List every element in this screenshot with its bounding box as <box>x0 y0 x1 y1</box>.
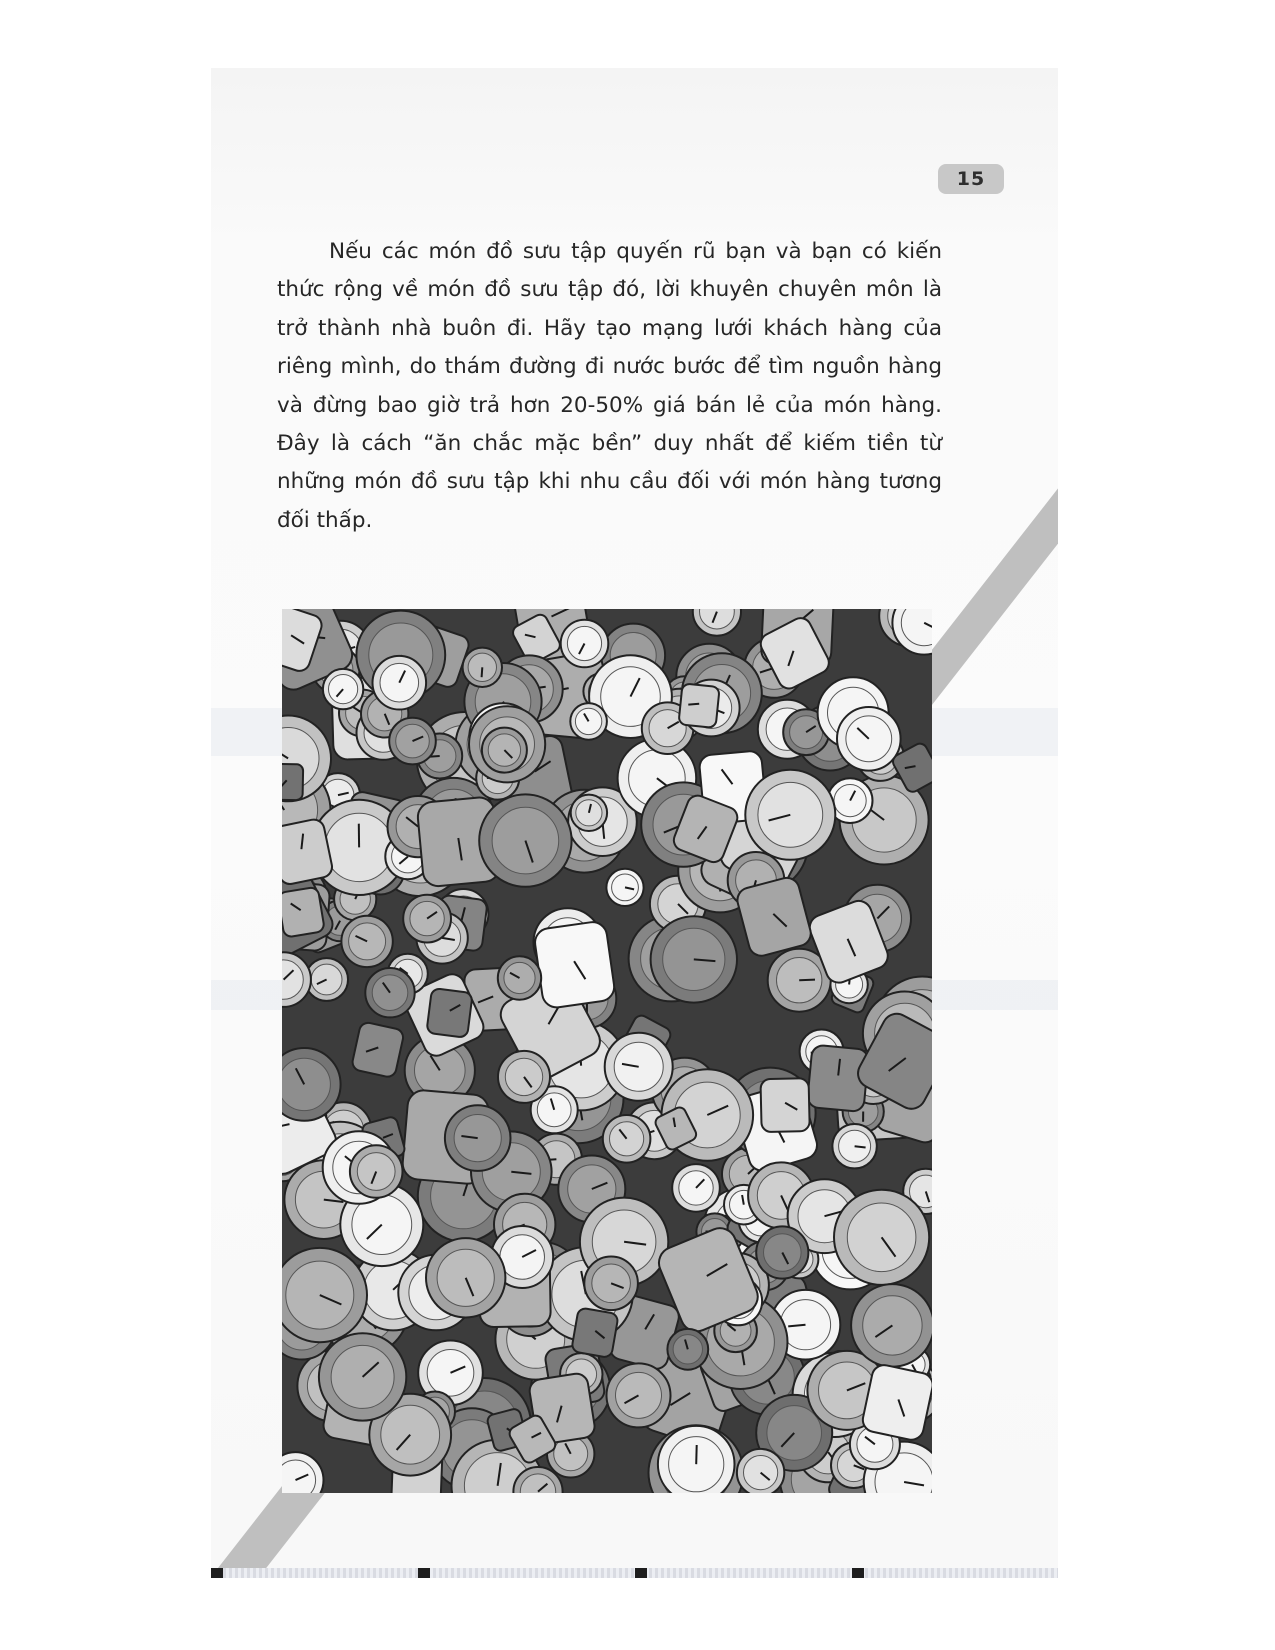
edge-mark <box>635 1568 647 1578</box>
edge-mark <box>418 1568 430 1578</box>
watches-photo <box>282 609 932 1493</box>
edge-mark <box>852 1568 864 1578</box>
body-paragraph: Nếu các món đồ sưu tập quyến rũ bạn và bạn có kiến thức rộng về món đồ sưu tập đó, lời khuyên chuyên môn là trở thành nhà buôn đi. Hãy tạo mạng lưới khách hàng của riêng mình, do thám đường đi nước bước để tìm nguồn hàng và đừng bao giờ trả hơn 20-50% giá bán lẻ của món hàng. Đây là cách “ăn chắc mặc bền” duy nhất để kiếm tiền từ những món đồ sưu tập khi nhu cầu đối với món hàng tương đối thấp. <box>277 239 942 533</box>
watches-photo-image <box>282 609 932 1493</box>
edge-mark <box>211 1568 223 1578</box>
book-page <box>211 68 1058 1578</box>
page-number: 15 <box>938 164 1004 194</box>
